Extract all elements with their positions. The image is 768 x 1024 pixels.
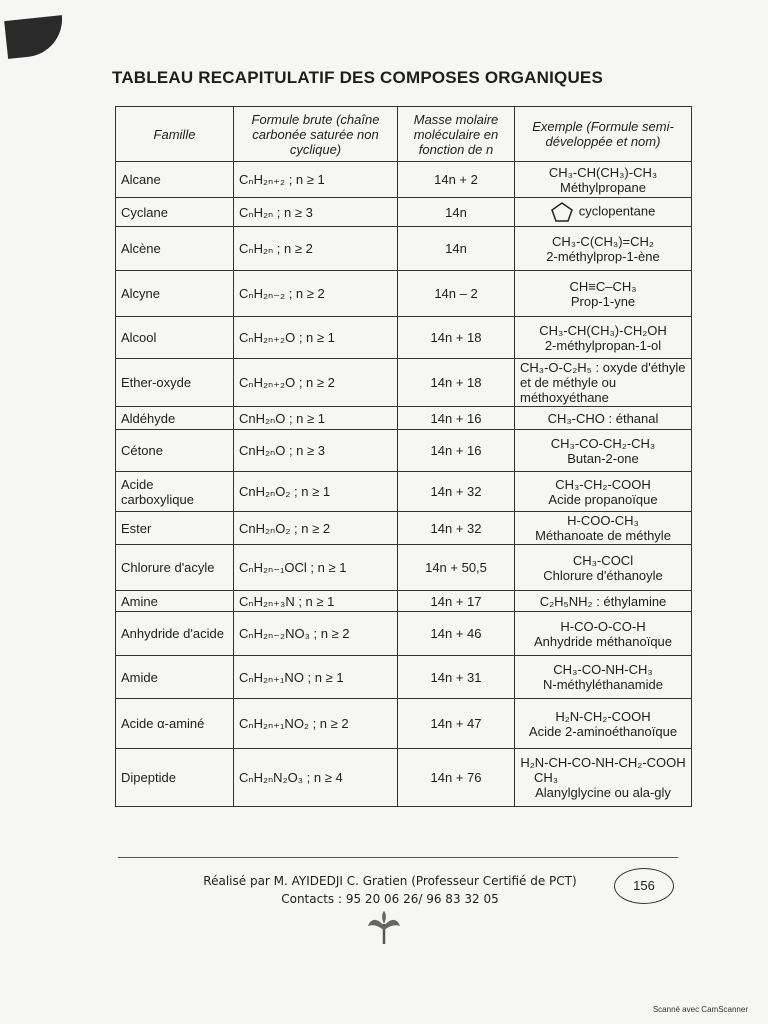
example-cell — [515, 612, 692, 656]
family-cell: Alcool — [116, 317, 234, 359]
scanner-watermark: Scanné avec CamScanner — [652, 1005, 748, 1014]
family-cell: Acide carboxylique — [116, 472, 234, 512]
header-mass: Masse molaire moléculaire en fonction de n — [398, 107, 515, 162]
formula-cell: CₙH₂ₙ₋₂ ; n ≥ 2 — [234, 271, 398, 317]
mass-cell: 14n + 17 — [398, 591, 515, 612]
family-cell: Amide — [116, 656, 234, 699]
table-row — [116, 227, 692, 271]
header-family: Famille — [116, 107, 234, 162]
example-formula: CH₃-CH(CH₃)-CH₂OH — [539, 322, 667, 338]
example-formula: CH₃-COCl — [572, 552, 634, 568]
example-name: N-méthyléthanamide — [543, 677, 663, 692]
recap-table — [115, 106, 692, 807]
table-row — [116, 359, 692, 407]
family-cell: Chlorure d'acyle — [116, 545, 234, 591]
page-title: TABLEAU RECAPITULATIF DES COMPOSES ORGANIQUES — [112, 68, 604, 87]
formula-cell: CₙH₂ₙ₊₁NO ; n ≥ 1 — [234, 656, 398, 699]
mass-cell: 14n + 16 — [398, 430, 515, 472]
formula-cell: CnH₂ₙO₂ ; n ≥ 2 — [234, 512, 398, 545]
mass-cell: 14n – 2 — [398, 271, 515, 317]
example-name: Chlorure d'éthanoyle — [543, 567, 663, 583]
family-cell: Acide α-aminé — [116, 699, 234, 749]
mass-cell: 14n — [398, 227, 515, 271]
example-name: Acide propanoïque — [548, 491, 658, 507]
example-cell — [515, 198, 692, 227]
example-cell — [515, 545, 692, 591]
example-formula: CH₃-CO-CH₂-CH₃ — [550, 435, 656, 451]
family-cell: Ester — [116, 512, 234, 545]
example-name: Méthanoate de méthyle — [535, 528, 671, 543]
family-cell: Aldéhyde — [116, 407, 234, 430]
table-row — [116, 407, 692, 430]
table-row — [116, 656, 692, 699]
example-formula: H₂N-CH₂-COOH — [555, 708, 651, 724]
table-row — [116, 198, 692, 227]
table-row — [116, 430, 692, 472]
example-cell — [515, 591, 692, 612]
mass-cell: 14n + 32 — [398, 512, 515, 545]
mass-cell: 14n + 47 — [398, 699, 515, 749]
example-name: Acide 2-aminoéthanoïque — [528, 723, 678, 739]
family-cell: Cétone — [116, 430, 234, 472]
table-row — [116, 472, 692, 512]
mass-cell: 14n + 31 — [398, 656, 515, 699]
mass-cell: 14n + 76 — [398, 749, 515, 807]
mass-cell: 14n — [398, 198, 515, 227]
example-cell — [515, 472, 692, 512]
formula-cell: CₙH₂ₙN₂O₃ ; n ≥ 4 — [234, 749, 398, 807]
table-row — [116, 591, 692, 612]
family-cell: Anhydride d'acide — [116, 612, 234, 656]
example-formula: CH₃-O-C₂H₅ : oxyde d'éthyle et de méthyle ou — [520, 360, 686, 390]
pentagon-ring-icon — [551, 202, 573, 222]
footer-contacts: Contacts : 95 20 06 26/ 96 83 32 05 — [281, 892, 499, 906]
formula-cell: CnH₂ₙO₂ ; n ≥ 1 — [234, 472, 398, 512]
mass-cell: 14n + 16 — [398, 407, 515, 430]
example-cell — [515, 271, 692, 317]
mass-cell: 14n + 2 — [398, 162, 515, 198]
example-formula: CH₃-CO-NH-CH₃ — [553, 662, 653, 677]
example-name: Prop-1-yne — [570, 293, 636, 309]
table-row — [116, 699, 692, 749]
table-row — [116, 545, 692, 591]
example-cell — [515, 656, 692, 699]
header-example: Exemple (Formule semi-développée et nom) — [515, 107, 692, 162]
formula-cell: CₙH₂ₙ₊₁NO₂ ; n ≥ 2 — [234, 699, 398, 749]
example-formula: CH₃-CHO : éthanal — [547, 410, 659, 426]
formula-cell: CₙH₂ₙ₋₂NO₃ ; n ≥ 2 — [234, 612, 398, 656]
example-cell — [515, 162, 692, 198]
family-cell: Alcane — [116, 162, 234, 198]
footer-author: Réalisé par M. AYIDEDJI C. Gratien (Professeur Certifié de PCT) — [203, 874, 577, 888]
example-formula: CH₃-CH₂-COOH — [555, 476, 651, 492]
example-name: Méthylpropane — [560, 179, 646, 195]
footer — [160, 872, 620, 908]
example-cell — [515, 227, 692, 271]
header-formula: Formule brute (chaîne carbonée saturée non cyclique) — [234, 107, 398, 162]
example-formula: H-COO-CH₃ — [567, 513, 639, 528]
example-cell — [515, 512, 692, 545]
example-name: Alanylglycine ou ala-gly — [535, 785, 671, 800]
table-header-row — [116, 107, 692, 162]
table-row — [116, 512, 692, 545]
example-name: 2-méthylprop-1-ène — [546, 248, 660, 264]
formula-cell: CnH₂ₙO ; n ≥ 3 — [234, 430, 398, 472]
mass-cell: 14n + 18 — [398, 359, 515, 407]
example-cell — [515, 430, 692, 472]
example-cell — [515, 699, 692, 749]
example-formula: C₂H₅NH₂ : éthylamine — [539, 593, 667, 609]
example-name: Butan-2-one — [567, 450, 639, 466]
example-formula: CH₃-CH(CH₃)-CH₃ — [548, 164, 658, 180]
example-formula: CH≡C–CH₃ — [569, 278, 637, 294]
example-cell — [515, 359, 692, 407]
formula-cell: CnH₂ₙO ; n ≥ 1 — [234, 407, 398, 430]
example-formula: CH₃-C(CH₃)=CH₂ — [552, 233, 654, 249]
family-cell: Cyclane — [116, 198, 234, 227]
example-name: Anhydride méthanoïque — [533, 633, 673, 649]
formula-cell: CₙH₂ₙ ; n ≥ 2 — [234, 227, 398, 271]
table-row — [116, 162, 692, 198]
family-cell: Ether-oxyde — [116, 359, 234, 407]
footer-divider — [118, 857, 678, 858]
example-branch: CH₃ — [534, 770, 559, 785]
table-row — [116, 749, 692, 807]
example-cell — [515, 749, 692, 807]
formula-cell: CₙH₂ₙ₊₂O ; n ≥ 2 — [234, 359, 398, 407]
example-formula: H-CO-O-CO-H — [560, 618, 646, 634]
mass-cell: 14n + 46 — [398, 612, 515, 656]
table-row — [116, 317, 692, 359]
family-cell: Amine — [116, 591, 234, 612]
formula-cell: CₙH₂ₙ₊₂O ; n ≥ 1 — [234, 317, 398, 359]
example-cell — [515, 317, 692, 359]
scan-corner-mark — [4, 15, 66, 59]
example-cell — [515, 407, 692, 430]
family-cell: Dipeptide — [116, 749, 234, 807]
example-formula: H₂N-CH-CO-NH-CH₂-COOH — [520, 755, 686, 770]
formula-cell: CₙH₂ₙ₋₁OCl ; n ≥ 1 — [234, 545, 398, 591]
page-number-badge: 156 — [614, 868, 674, 904]
mass-cell: 14n + 18 — [398, 317, 515, 359]
formula-cell: CₙH₂ₙ₊₃N ; n ≥ 1 — [234, 591, 398, 612]
example-name: 2-méthylpropan-1-ol — [544, 337, 662, 353]
table-row — [116, 271, 692, 317]
formula-cell: CₙH₂ₙ ; n ≥ 3 — [234, 198, 398, 227]
formula-cell: CₙH₂ₙ₊₂ ; n ≥ 1 — [234, 162, 398, 198]
family-cell: Alcyne — [116, 271, 234, 317]
family-cell: Alcène — [116, 227, 234, 271]
example-name: méthoxyéthane — [520, 390, 609, 405]
mass-cell: 14n + 50,5 — [398, 545, 515, 591]
plant-logo-icon — [366, 910, 402, 946]
example-name: cyclopentane — [578, 203, 656, 219]
mass-cell: 14n + 32 — [398, 472, 515, 512]
table-row — [116, 612, 692, 656]
